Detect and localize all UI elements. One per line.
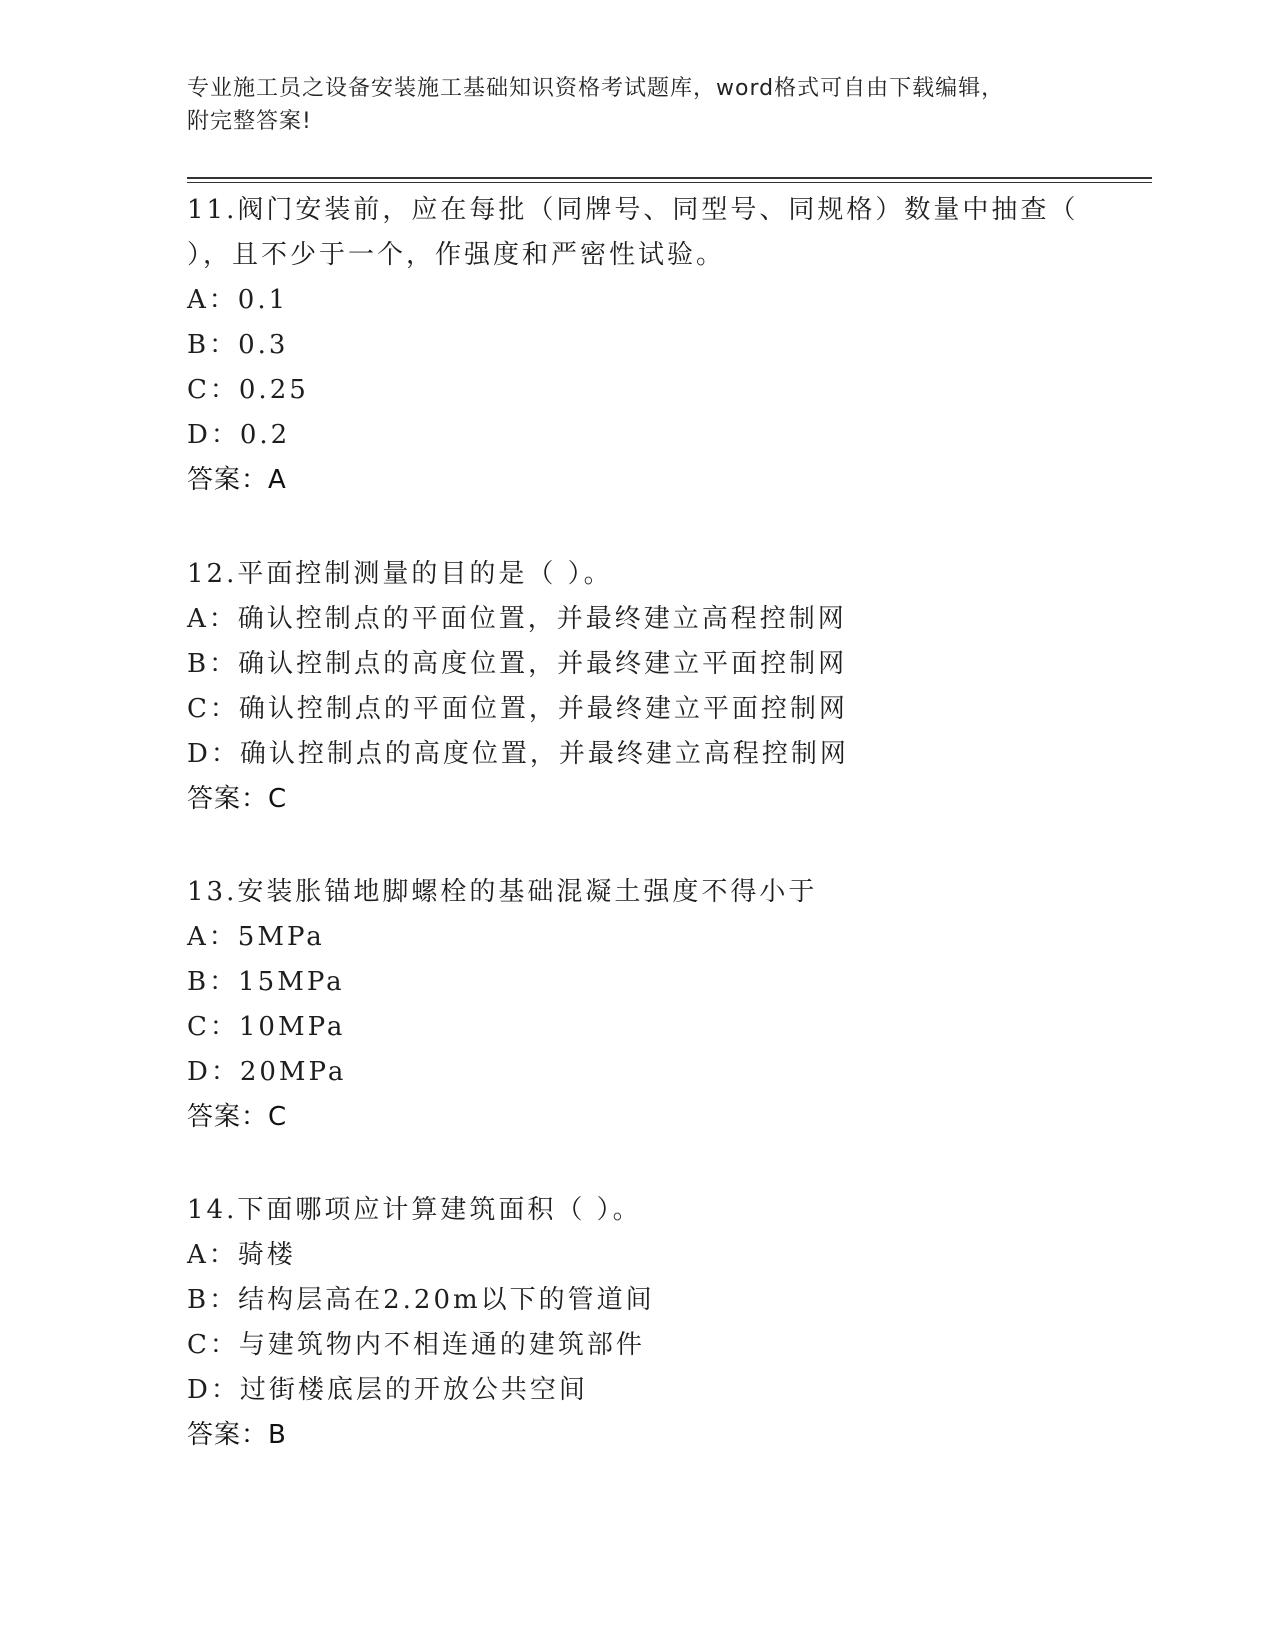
option-b: B：结构层高在2.20m以下的管道间 <box>187 1285 655 1315</box>
answer-line: 答案：C <box>187 784 288 814</box>
option-a: A：骑楼 <box>187 1240 296 1270</box>
header-divider-thin <box>187 182 1152 183</box>
option-d: D：20MPa <box>187 1057 347 1087</box>
question-13 <box>187 870 1087 1140</box>
option-a: A：0.1 <box>187 285 289 315</box>
question-stem-line: 13.安装胀锚地脚螺栓的基础混凝土强度不得小于 <box>187 877 818 907</box>
question-14 <box>187 1188 1087 1458</box>
option-b: B：0.3 <box>187 330 289 360</box>
answer-line: 答案：B <box>187 1420 287 1450</box>
question-12 <box>187 552 1087 822</box>
question-stem-line: 12.平面控制测量的目的是（ ）。 <box>187 559 613 589</box>
header-divider-thick <box>187 177 1152 179</box>
option-c: C：10MPa <box>187 1012 346 1042</box>
option-b: B：确认控制点的高度位置，并最终建立平面控制网 <box>187 649 848 679</box>
option-d: D：过街楼底层的开放公共空间 <box>187 1375 588 1405</box>
document-header <box>187 72 1087 138</box>
header-line-2: 附完整答案! <box>187 109 312 134</box>
answer-line: 答案：C <box>187 1102 288 1132</box>
option-d: D：确认控制点的高度位置，并最终建立高程控制网 <box>187 739 849 769</box>
option-c: C：0.25 <box>187 375 309 405</box>
header-line-1: 专业施工员之设备安装施工基础知识资格考试题库，word格式可自由下载编辑， <box>187 76 1005 101</box>
option-d: D：0.2 <box>187 420 291 450</box>
option-c: C：确认控制点的平面位置，并最终建立平面控制网 <box>187 694 848 724</box>
question-stem-line: 14.下面哪项应计算建筑面积（ ）。 <box>187 1195 642 1225</box>
option-c: C：与建筑物内不相连通的建筑部件 <box>187 1330 645 1360</box>
option-a: A：5MPa <box>187 922 325 952</box>
question-11 <box>187 188 1087 503</box>
option-b: B：15MPa <box>187 967 345 997</box>
question-stem-line: ），且不少于一个，作强度和严密性试验。 <box>187 240 726 270</box>
option-a: A：确认控制点的平面位置，并最终建立高程控制网 <box>187 604 847 634</box>
question-stem-line: 11.阀门安装前，应在每批（同牌号、同型号、同规格）数量中抽查（ <box>187 195 1079 225</box>
answer-line: 答案：A <box>187 465 287 495</box>
